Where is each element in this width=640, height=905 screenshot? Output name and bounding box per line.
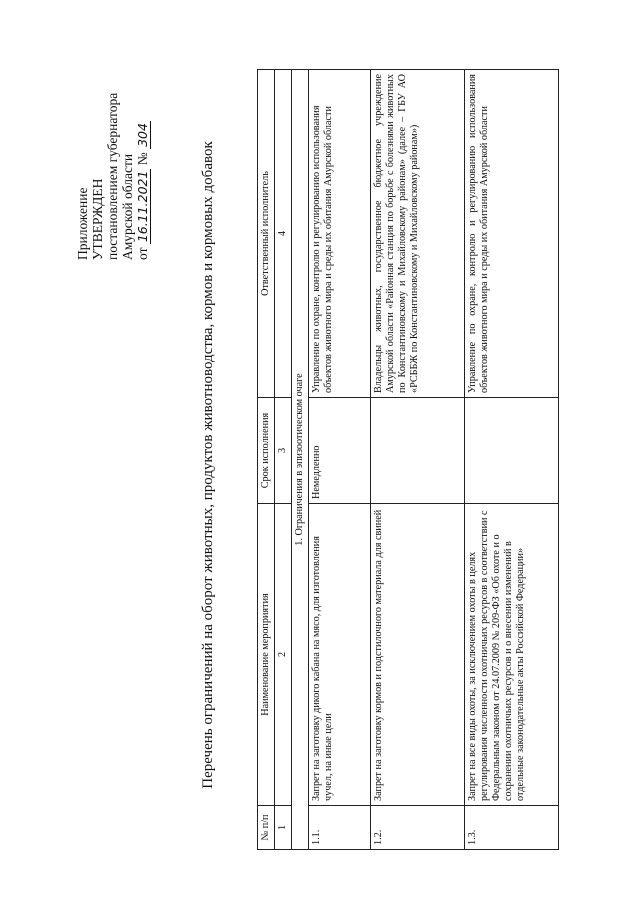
decree-date-line bbox=[135, 93, 151, 260]
appendix-label: Приложение bbox=[75, 187, 90, 260]
row-term bbox=[371, 398, 465, 504]
row-number: 1.2. bbox=[371, 806, 465, 850]
restrictions-table bbox=[257, 69, 559, 850]
header-name: Наименование мероприятия bbox=[258, 504, 275, 806]
header-number: № п/п bbox=[258, 806, 275, 850]
row-responsible: Управление по охране, контролю и регулированию использования объектов животного мира и среды их обитания Амурской области bbox=[465, 70, 559, 398]
region-label: Амурской области bbox=[120, 153, 135, 260]
row-name: Запрет на заготовку дикого кабана на мясо, для изготовления чучел, на иные цели bbox=[309, 504, 371, 806]
table-row bbox=[465, 70, 559, 850]
document-title: Перечень ограничений на оборот животных, продуктов животноводства, кормов и кормовых добавок bbox=[200, 141, 216, 789]
column-number: 4 bbox=[275, 70, 292, 398]
header-term: Срок исполнения bbox=[258, 398, 275, 504]
section-row bbox=[292, 70, 309, 850]
table-row bbox=[371, 70, 465, 850]
row-number: 1.1. bbox=[309, 806, 371, 850]
column-number: 1 bbox=[275, 806, 292, 850]
decree-number: 304 bbox=[135, 123, 150, 147]
row-term bbox=[465, 398, 559, 504]
row-name: Запрет на заготовку кормов и подстилочного материала для свиней bbox=[371, 504, 465, 806]
column-number: 2 bbox=[275, 504, 292, 806]
row-responsible: Владельцы животных, государственное бюджетное учреждение Амурской области «Районная станция по борьбе с болезнями животных по Константиновскому и Михайловскому районам» (далее – ГБУ АО «РСББЖ по Константиновскому и Михайловскому районам») bbox=[371, 70, 465, 398]
column-number-row bbox=[275, 70, 292, 850]
approved-label: УТВЕРЖДЕН bbox=[90, 178, 105, 260]
column-number: 3 bbox=[275, 398, 292, 504]
from-prefix: от bbox=[135, 247, 150, 260]
approval-stamp-block bbox=[75, 93, 151, 260]
row-number: 1.3. bbox=[465, 806, 559, 850]
row-responsible: Управление по охране, контролю и регулированию использования объектов животного мира и среды их обитания Амурской области bbox=[309, 70, 371, 398]
row-name: Запрет на все виды охоты, за исключением охоты в целях регулирования численности охотничьих ресурсов в соответствии с Федеральным законом от 24.07.2009 № 209-ФЗ «Об охоте и о сохранении охотничьих ресурсов и о внесении изменений в отдельные законодательные акты Российской Федерации» bbox=[465, 504, 559, 806]
row-term: Немедленно bbox=[309, 398, 371, 504]
table-row bbox=[309, 70, 371, 850]
section-heading: 1. Ограничения в эпизоотическом очаге bbox=[292, 70, 309, 850]
header-responsible: Ответственный исполнитель bbox=[258, 70, 275, 398]
number-sign: № bbox=[135, 152, 150, 166]
table-header-row bbox=[258, 70, 275, 850]
decree-date: 16.11.2021 bbox=[135, 170, 150, 243]
decree-label: постановлением губернатора bbox=[105, 92, 120, 260]
